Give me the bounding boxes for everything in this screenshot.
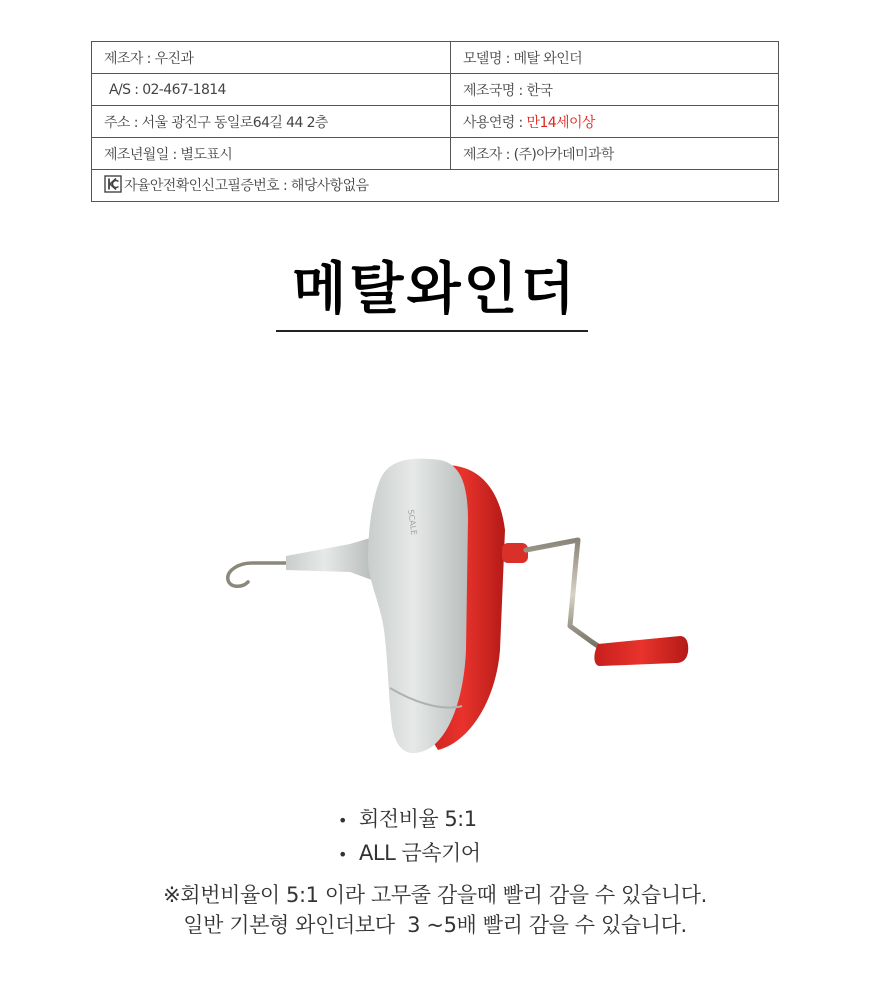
after-service-cell: A/S : 02-467-1814 — [92, 74, 451, 106]
metal-winder-product-image — [200, 430, 700, 780]
model-cell — [451, 42, 779, 74]
age-label: 사용연령 : — [463, 114, 527, 131]
maker-label: 제조자 : — [463, 146, 514, 163]
address-cell: 주소 : 서울 광진구 동일로64길 44 2층 — [92, 106, 451, 138]
hook — [228, 563, 288, 586]
country-value: 한국 — [526, 82, 553, 99]
manufacture-date-cell: 제조년월일 : 별도표시 — [92, 138, 451, 170]
feature-text: ALL 금속기어 — [359, 841, 481, 865]
country-label: 제조국명 : — [463, 82, 527, 99]
table-row — [92, 42, 779, 74]
crank-handle — [594, 636, 688, 666]
feature-text: 회전비율 5:1 — [359, 807, 477, 831]
manufacturer-cell: 제조자 : 우진과 — [92, 42, 451, 74]
age-value: 만14세이상 — [526, 114, 595, 131]
bullet-icon: • — [338, 811, 347, 830]
title-underline — [276, 330, 588, 332]
speed-note — [0, 880, 870, 940]
country-cell — [451, 74, 779, 106]
note-line-2: 일반 기본형 와인더보다 3 ~5배 빨리 감을 수 있습니다. — [183, 913, 687, 937]
list-item — [338, 837, 481, 871]
table-row — [92, 74, 779, 106]
product-info-table — [91, 41, 779, 202]
certification-text: 자율안전확인신고필증번호 : 해당사항없음 — [124, 177, 369, 194]
age-cell — [451, 106, 779, 138]
winder-body — [368, 459, 468, 753]
model-label: 모델명 : — [463, 50, 514, 67]
feature-list — [338, 803, 481, 871]
certification-cell — [92, 170, 779, 202]
maker-value: (주)아카데미과학 — [513, 146, 614, 163]
kc-mark-icon — [104, 175, 122, 197]
table-row — [92, 138, 779, 170]
bullet-icon: • — [338, 845, 347, 864]
note-line-1: ※회번비율이 5:1 이라 고무줄 감을때 빨리 감을 수 있습니다. — [163, 883, 707, 907]
table-row — [92, 106, 779, 138]
page-title: 메탈와인더 — [292, 257, 578, 322]
crank-arm — [526, 540, 604, 650]
maker-cell — [451, 138, 779, 170]
model-value: 메탈 와인더 — [513, 50, 583, 67]
svg-text:SCALE: SCALE — [406, 509, 419, 536]
nozzle — [286, 538, 372, 580]
table-row — [92, 170, 779, 202]
list-item — [338, 803, 481, 837]
